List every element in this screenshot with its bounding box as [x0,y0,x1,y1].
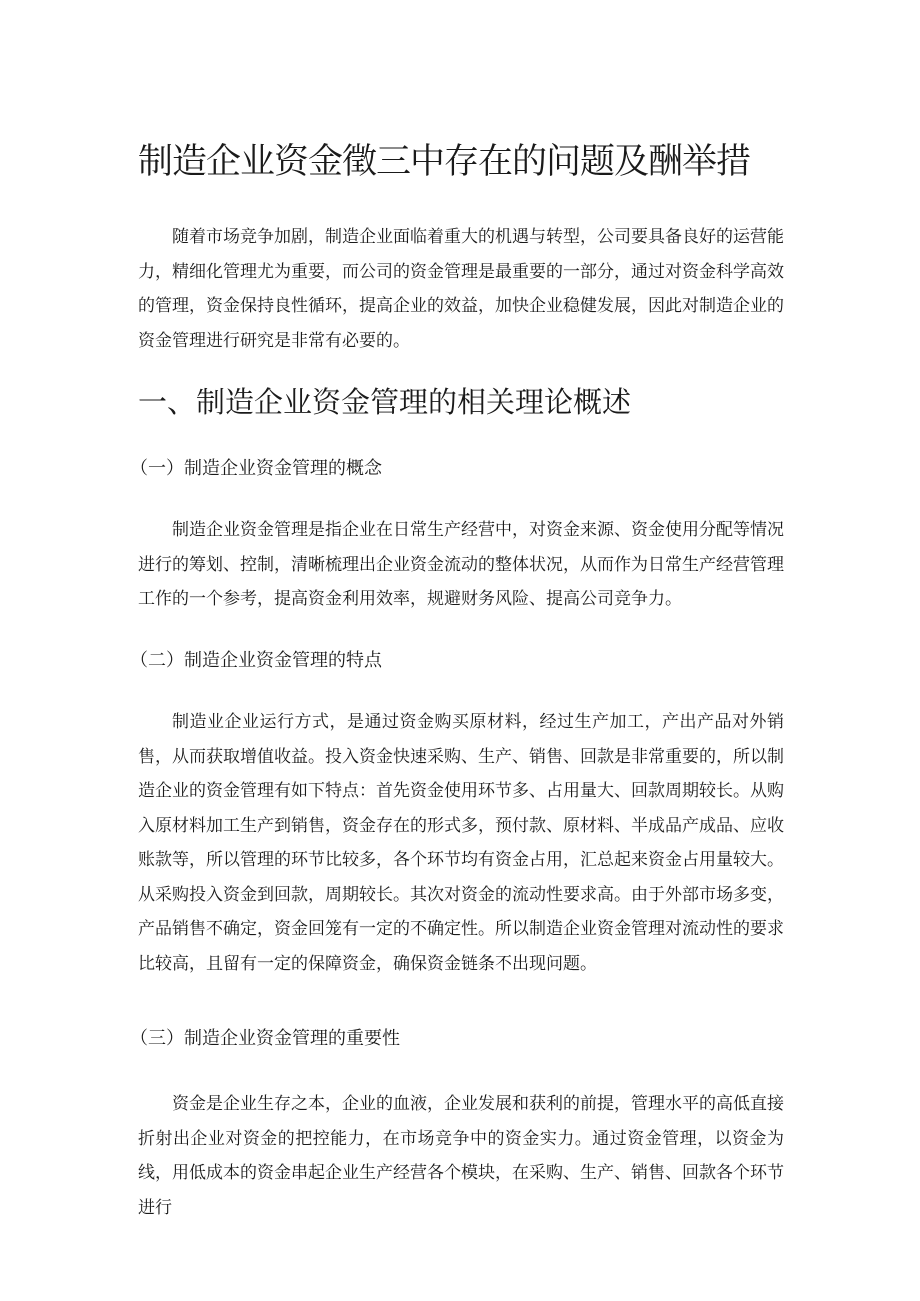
importance-paragraph: 资金是企业生存之本，企业的血液，企业发展和获利的前提，管理水平的高低直接折射出企业对资金的把控能力，在市场竞争中的资金实力。通过资金管理，以资金为线，用低成本的资金串起企业生产经营各个模块，在采购、生产、销售、回款各个环节进行 [138,1094,784,1218]
features-paragraph: 制造业企业运行方式，是通过资金购买原材料，经过生产加工，产出产品对外销售，从而获取增值收益。投入资金快速采购、生产、销售、回款是非常重要的，所以制造企业的资金管理有如下特点：首先资金使用环节多、占用量大、回款周期较长。从购入原材料加工生产到销售，资金存在的形式多，预付款、原材料、半成品产成品、应收账款等，所以管理的环节比较多，各个环节均有资金占用，汇总起来资金占用量较大。从采购投入资金到回款，周期较长。其次对资金的流动性要求高。由于外部市场多变，产品销售不确定，资金回笼有一定的不确定性。所以制造企业资金管理对流动性的要求比较高，且留有一定的保障资金，确保资金链条不出现问题。 [138,712,784,974]
subsection-heading-features: （二）制造企业资金管理的特点 [130,650,382,671]
subsection-heading-importance: （三）制造企业资金管理的重要性 [130,1028,400,1049]
intro-paragraph: 随着市场竞争加剧，制造企业面临着重大的机遇与转型，公司要具备良好的运营能力，精细化管理尤为重要，而公司的资金管理是最重要的一部分，通过对资金科学高效的管理，资金保持良性循环，提高企业的效益，加快企业稳健发展，因此对制造企业的资金管理进行研究是非常有必要的。 [138,227,784,351]
section-heading: 一、制造企业资金管理的相关理论概述 [138,385,632,419]
document-title: 制造企业资金徵三中存在的问题及酬举措 [138,142,751,182]
subsection-heading-concept: （一）制造企业资金管理的概念 [130,458,382,479]
concept-paragraph: 制造企业资金管理是指企业在日常生产经营中，对资金来源、资金使用分配等情况进行的筹划、控制，清晰梳理出企业资金流动的整体状况，从而作为日常生产经营管理工作的一个参考，提高资金利用效率，规避财务风险、提高公司竞争力。 [138,520,784,609]
